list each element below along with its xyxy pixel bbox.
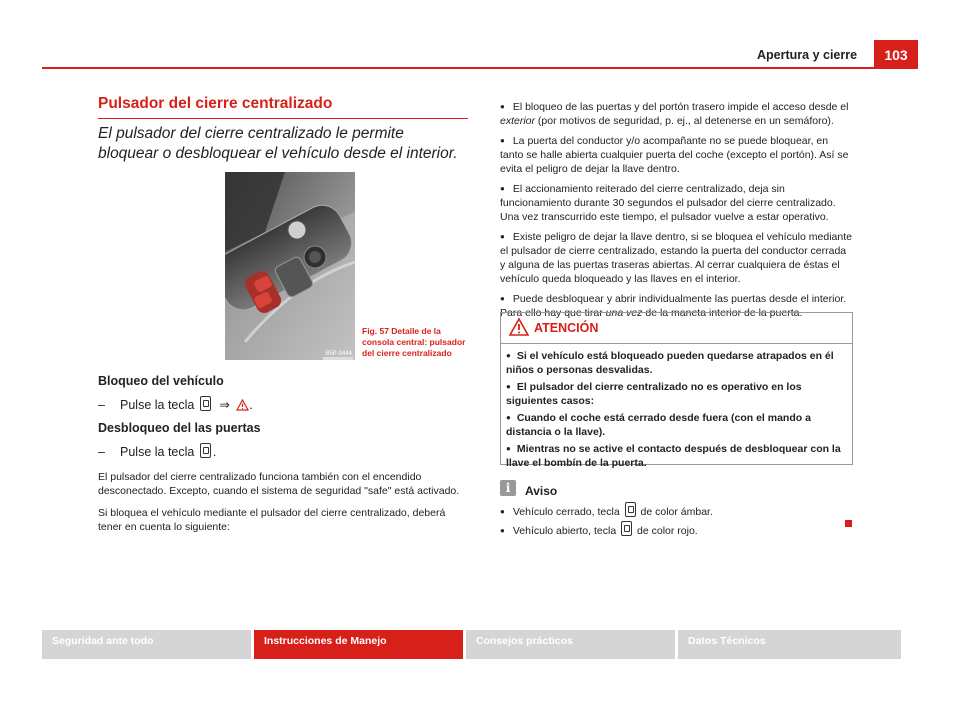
note-list <box>500 502 852 540</box>
warning-item: ● Mientras no se active el contacto después de desbloquear con la llave el bombín de la puerta. <box>506 443 841 469</box>
list-item: ● Existe peligro de dejar la llave dentro, si se bloquea el vehículo mediante el pulsador de cierre centralizado, estando la puerta del conductor cerrada y alguna de las puertas traseras abiertas. Al cerrar cualquiera de éstas el vehículo queda bloqueado y las llaves en el interior. <box>500 231 852 285</box>
list-item: ● Puede desbloquear y abrir individualmente las puertas desde el interior. Para ello hay que tirar una vez de la maneta interior de la puerta. <box>500 293 847 319</box>
unlock-step: – Pulse la tecla . <box>98 445 217 459</box>
ref-arrow: ⇒ <box>219 398 230 412</box>
footer-tabs <box>42 630 918 659</box>
tab-datos[interactable]: Datos Técnicos <box>678 630 901 659</box>
warning-header <box>501 313 852 344</box>
step-dash: – <box>98 445 105 459</box>
warning-triangle-icon <box>508 317 530 337</box>
lock-key-icon <box>625 502 636 517</box>
paragraph-1: El pulsador del cierre centralizado funciona también con el encendido desconectado. Excepto, cuando el sistema de seguridad "safe" está activado. <box>98 471 460 497</box>
list-item: ● Vehículo cerrado, tecla de color ámbar. <box>500 502 852 521</box>
warning-triangle-icon <box>236 399 249 411</box>
lock-heading: Bloqueo del vehículo <box>98 374 224 388</box>
warning-item: ● Si el vehículo está bloqueado pueden quedarse atrapados en él niños o personas desvalidas. <box>506 350 834 376</box>
unlock-key-icon <box>621 521 632 536</box>
tab-consejos[interactable]: Consejos prácticos <box>466 630 675 659</box>
unlock-key-icon <box>200 443 211 458</box>
running-header: Apertura y cierre <box>757 48 858 62</box>
section-intro: El pulsador del cierre centralizado le permite bloquear o desbloquear el vehículo desde el interior. <box>98 125 458 162</box>
lock-step-text: Pulse la tecla <box>120 398 195 412</box>
unlock-heading: Desbloqueo del las puertas <box>98 421 261 435</box>
list-item: ● El accionamiento reiterado del cierre centralizado, deja sin funcionamiento durante 30 segundos el pulsador del cierre centralizado. Una vez transcurrido este tiempo, el pulsador vuelve a estar operativo. <box>500 183 836 223</box>
warning-item: ● Cuando el coche está cerrado desde fuera (con el mando a distancia o la llave). <box>506 412 811 438</box>
tab-seguridad[interactable]: Seguridad ante todo <box>42 630 251 659</box>
warning-box <box>500 312 853 469</box>
step-dash: – <box>98 398 105 412</box>
warning-title: ATENCIÓN <box>534 321 599 335</box>
lock-key-icon <box>200 396 211 411</box>
central-console-illustration <box>225 172 355 360</box>
header-rule <box>42 67 874 69</box>
paragraph-2: Si bloquea el vehículo mediante el pulsador del cierre centralizado, deberá tener en cuenta lo siguiente: <box>98 507 446 533</box>
bullet-list <box>500 100 852 326</box>
note-title: Aviso <box>525 484 558 498</box>
list-item: ● La puerta del conductor y/o acompañante no se puede bloquear, en tanto se halle abierta cualquier puerta del coche (excepto el portón). Así se evita el peligro de dejar la llave dentro. <box>500 135 849 175</box>
page-number: 103 <box>874 40 918 69</box>
warning-item: ● El pulsador del cierre centralizado no es operativo en los siguientes casos: <box>506 381 802 407</box>
tab-instrucciones[interactable]: Instrucciones de Manejo <box>254 630 463 659</box>
info-icon: i <box>500 480 516 496</box>
lock-step: – Pulse la tecla ⇒ . <box>98 398 253 412</box>
section-title: Pulsador del cierre centralizado <box>98 95 468 119</box>
figure-code: B5P-0444 <box>325 351 352 357</box>
section-end-mark <box>845 520 852 527</box>
figure-caption: Fig. 57 Detalle de la consola central: pulsador del cierre centralizado <box>362 326 466 358</box>
list-item: ● El bloqueo de las puertas y del portón trasero impide el acceso desde el exterior (por motivos de seguridad, p. ej., al detenerse en un semáforo). <box>500 101 849 127</box>
unlock-step-text: Pulse la tecla <box>120 445 195 459</box>
list-item: ● Vehículo abierto, tecla de color rojo. <box>500 521 852 540</box>
figure-photo <box>225 172 355 360</box>
